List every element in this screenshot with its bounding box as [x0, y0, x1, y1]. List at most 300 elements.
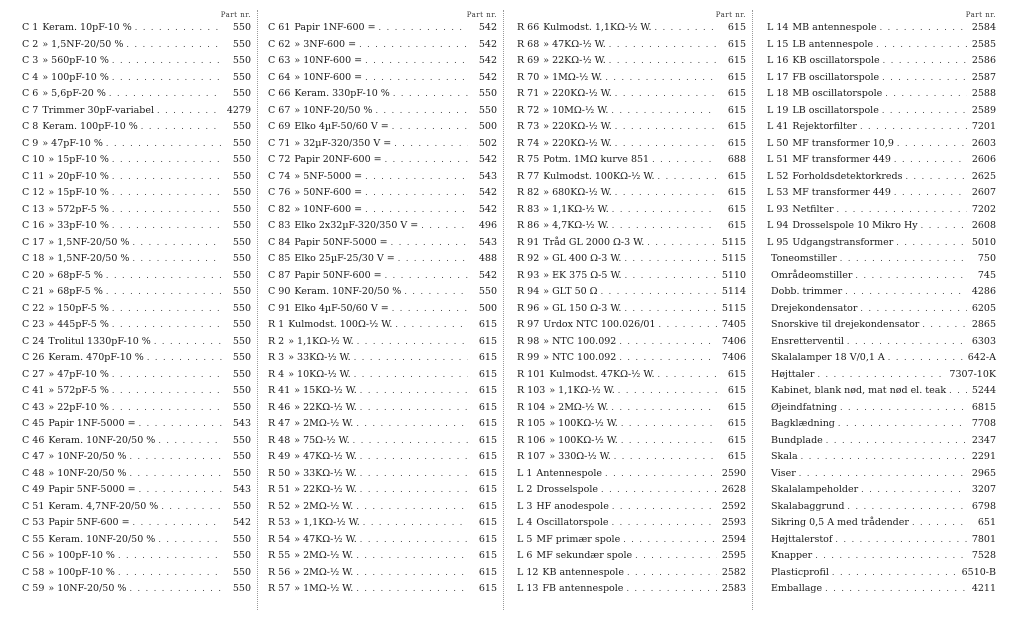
- part-row: [268, 449, 503, 466]
- part-number: 615: [727, 22, 746, 33]
- part-row: [268, 119, 503, 136]
- part-row: [517, 449, 752, 466]
- component-ref: L 4: [517, 517, 533, 528]
- dot-leader: [354, 350, 468, 367]
- dot-leader: [888, 350, 965, 367]
- part-row: [268, 251, 503, 268]
- part-row: [517, 499, 752, 516]
- part-number: 550: [232, 38, 251, 50]
- dot-leader: [626, 581, 717, 598]
- part-number: 615: [727, 385, 746, 396]
- component-ref: R 75: [517, 154, 540, 165]
- part-row: [22, 367, 257, 384]
- component-description: Tråd GL 2000 Ω-3 W.: [543, 236, 645, 248]
- component-description: Keram. 10NF-20/50 %: [48, 434, 156, 446]
- dot-leader: [356, 548, 468, 565]
- component-description: Keram. 4,7NF-20/50 %: [48, 500, 159, 512]
- part-number: 550: [232, 335, 251, 347]
- part-row: [517, 185, 752, 202]
- part-number: 550: [478, 104, 497, 116]
- dot-leader: [112, 152, 222, 169]
- part-row: [767, 400, 1002, 417]
- part-row: [767, 565, 1002, 582]
- part-number: 5110: [721, 269, 746, 281]
- part-row: [517, 466, 752, 483]
- part-number: 7201: [971, 121, 996, 132]
- component-ref: C 67: [268, 104, 291, 116]
- part-row: [268, 185, 503, 202]
- part-number: 2593: [721, 517, 746, 528]
- component-ref: R 106: [517, 434, 546, 446]
- part-number: 6303: [971, 335, 996, 347]
- part-number: 615: [478, 385, 497, 396]
- part-row: [22, 218, 257, 235]
- component-ref: C 18: [22, 253, 45, 264]
- part-number: 615: [478, 434, 497, 446]
- component-description: Kulmodst. 1,1KΩ-½ W.: [543, 22, 652, 33]
- dot-leader: [118, 565, 222, 582]
- component-description: » 680KΩ-½ W.: [543, 187, 612, 198]
- component-description: » 10NF-20/50 %: [48, 467, 127, 479]
- part-row: [517, 515, 752, 532]
- dot-leader: [799, 466, 967, 483]
- component-ref: C 20: [22, 269, 45, 281]
- component-ref: L 95: [767, 236, 789, 248]
- part-row: [22, 532, 257, 549]
- part-number: 502: [478, 137, 497, 149]
- component-ref: R 93: [517, 269, 540, 281]
- part-number: 5114: [721, 286, 746, 297]
- dot-leader: [360, 449, 468, 466]
- part-number: 615: [478, 467, 497, 479]
- part-row: [22, 565, 257, 582]
- component-description: » 10NF-600 =: [294, 55, 363, 66]
- dot-leader: [394, 136, 468, 153]
- dot-leader: [129, 466, 222, 483]
- component-ref: R 52: [268, 500, 291, 512]
- part-number: 615: [727, 187, 746, 198]
- dot-leader: [817, 367, 946, 384]
- dot-leader: [385, 268, 468, 285]
- component-ref: C 84: [268, 236, 291, 248]
- dot-leader: [837, 202, 967, 219]
- part-row: [517, 350, 752, 367]
- part-number: 550: [232, 500, 251, 512]
- part-row: [268, 400, 503, 417]
- part-number: 542: [478, 71, 497, 83]
- component-description: Drejekondensator: [771, 302, 858, 314]
- dot-leader: [612, 202, 717, 219]
- part-row: [268, 565, 503, 582]
- dot-leader: [627, 565, 717, 582]
- component-description: » 2MΩ-½ W.: [294, 418, 354, 429]
- component-description: HF anodespole: [536, 500, 609, 512]
- part-number: 2583: [721, 583, 746, 594]
- part-row: [517, 268, 752, 285]
- part-row: [22, 433, 257, 450]
- dot-leader: [835, 532, 967, 549]
- part-number: 7202: [971, 203, 996, 215]
- part-number: 550: [232, 533, 251, 545]
- part-number: 2584: [971, 22, 996, 33]
- part-row: [767, 284, 1002, 301]
- part-number: 550: [232, 187, 251, 198]
- part-row: [22, 466, 257, 483]
- part-row: [22, 20, 257, 37]
- part-number: 6798: [971, 500, 996, 512]
- part-number: 2291: [971, 451, 996, 462]
- component-description: Kulmodst. 100KΩ-½ W.: [543, 170, 655, 182]
- part-number: 5115: [721, 236, 746, 248]
- part-number: 615: [727, 137, 746, 149]
- part-row: [517, 119, 752, 136]
- component-description: » 100pF-10 %: [48, 566, 115, 578]
- dot-leader: [354, 367, 468, 384]
- component-description: Trimmer 30pF-variabel: [42, 104, 155, 116]
- component-description: Plasticprofil: [771, 566, 829, 578]
- part-row: [517, 53, 752, 70]
- component-description: » 1MΩ-½ W.: [543, 71, 603, 83]
- dot-leader: [132, 235, 222, 252]
- component-description: » NTC 100.092: [543, 335, 617, 347]
- component-ref: C 91: [268, 302, 291, 314]
- part-number: 2592: [721, 500, 746, 512]
- part-row: [517, 103, 752, 120]
- part-number: 2594: [721, 533, 746, 545]
- part-row: [268, 317, 503, 334]
- part-nr-header: Part nr.: [965, 11, 996, 19]
- part-row: [767, 20, 1002, 37]
- part-row: [22, 53, 257, 70]
- component-description: Netfilter: [792, 203, 834, 215]
- component-ref: R 91: [517, 236, 540, 248]
- component-ref: R 50: [268, 467, 291, 479]
- component-ref: C 16: [22, 220, 45, 231]
- component-description: » 10NF-20/50 %: [48, 451, 127, 462]
- component-description: » 220KΩ-½ W.: [543, 137, 612, 149]
- component-description: Toneomstiller: [771, 253, 837, 264]
- part-row: [268, 301, 503, 318]
- component-ref: R 51: [268, 484, 291, 495]
- component-description: Rejektorfilter: [792, 121, 857, 132]
- component-ref: C 10: [22, 154, 45, 165]
- part-row: [268, 482, 503, 499]
- part-row: [22, 152, 257, 169]
- part-number: 3207: [971, 484, 996, 495]
- part-row: [22, 37, 257, 54]
- part-row: [268, 37, 503, 54]
- part-row: [22, 70, 257, 87]
- component-description: Kulmodst. 47KΩ-½ W.: [549, 368, 655, 380]
- component-ref: C 12: [22, 187, 45, 198]
- part-row: [268, 499, 503, 516]
- component-ref: C 74: [268, 170, 291, 182]
- component-description: » 47KΩ-½ W.: [294, 451, 357, 462]
- part-number: 615: [478, 335, 497, 347]
- component-ref: L 51: [767, 154, 789, 165]
- component-description: MF sekundær spole: [536, 550, 633, 561]
- component-ref: R 97: [517, 319, 540, 330]
- dot-leader: [365, 53, 468, 70]
- dot-leader: [395, 317, 468, 334]
- part-row: [268, 268, 503, 285]
- dot-leader: [109, 86, 222, 103]
- dot-leader: [815, 548, 967, 565]
- part-number: 2586: [971, 55, 996, 66]
- component-ref: R 86: [517, 220, 540, 231]
- part-number: 2347: [971, 434, 996, 446]
- part-row: [767, 103, 1002, 120]
- dot-leader: [112, 169, 222, 186]
- component-description: » 15pF-10 %: [48, 154, 109, 165]
- component-ref: C 26: [22, 352, 45, 363]
- part-row: [268, 53, 503, 70]
- dot-leader: [618, 383, 717, 400]
- part-row: [767, 515, 1002, 532]
- component-ref: R 103: [517, 385, 546, 396]
- part-number: 543: [232, 418, 251, 429]
- part-row: [517, 169, 752, 186]
- dot-leader: [356, 416, 468, 433]
- part-number: 550: [232, 253, 251, 264]
- dot-leader: [615, 86, 717, 103]
- component-description: Forholdsdetektorkreds: [792, 170, 903, 182]
- component-description: Keram. 10NF-20/50 %: [294, 286, 402, 297]
- part-number: 550: [232, 434, 251, 446]
- dot-leader: [129, 581, 222, 598]
- part-number: 542: [478, 55, 497, 66]
- component-ref: R 99: [517, 352, 540, 363]
- part-number: 651: [977, 517, 996, 528]
- part-row: [268, 548, 503, 565]
- component-ref: R 105: [517, 418, 546, 429]
- part-row: [268, 532, 503, 549]
- component-description: Sikring 0,5 A med trådender: [771, 517, 909, 528]
- part-number: 550: [232, 22, 251, 33]
- component-description: » 15pF-10 %: [48, 187, 109, 198]
- dot-leader: [392, 119, 468, 136]
- dot-leader: [398, 251, 468, 268]
- part-row: [767, 548, 1002, 565]
- part-number: 4279: [226, 104, 251, 116]
- part-row: [517, 367, 752, 384]
- part-row: [268, 86, 503, 103]
- dot-leader: [826, 433, 967, 450]
- dot-leader: [393, 86, 468, 103]
- component-description: » 47KΩ-½ W.: [294, 533, 357, 545]
- component-ref: L 94: [767, 220, 789, 231]
- part-row: [517, 86, 752, 103]
- part-number: 550: [232, 154, 251, 165]
- dot-leader: [615, 185, 717, 202]
- part-number: 615: [727, 368, 746, 380]
- part-row: [767, 532, 1002, 549]
- part-row: [767, 317, 1002, 334]
- dot-leader: [612, 218, 717, 235]
- part-number: 2595: [721, 550, 746, 561]
- component-description: » 10NF-20/50 %: [294, 104, 373, 116]
- part-number: 7708: [971, 418, 996, 429]
- component-ref: C 72: [268, 154, 291, 165]
- dot-leader: [949, 383, 967, 400]
- part-number: 2587: [971, 71, 996, 83]
- component-ref: R 47: [268, 418, 291, 429]
- dot-leader: [882, 103, 967, 120]
- component-ref: L 15: [767, 38, 789, 50]
- component-description: MF transformer 10,9: [792, 137, 894, 149]
- component-description: » GL 400 Ω-3 W.: [543, 253, 622, 264]
- part-number: 615: [478, 418, 497, 429]
- component-ref: C 3: [22, 55, 39, 66]
- part-number: 500: [478, 121, 497, 132]
- component-description: » 1,5NF-20/50 %: [48, 253, 130, 264]
- dot-leader: [132, 251, 222, 268]
- component-ref: C 23: [22, 319, 45, 330]
- component-ref: C 64: [268, 71, 291, 83]
- part-row: [22, 449, 257, 466]
- part-row: [767, 169, 1002, 186]
- dot-leader: [897, 136, 967, 153]
- part-number: 543: [232, 484, 251, 495]
- component-ref: C 62: [268, 38, 291, 50]
- part-number: 615: [478, 583, 497, 594]
- component-description: » 1,5NF-20/50 %: [42, 38, 124, 50]
- part-number: 550: [232, 352, 251, 363]
- part-row: [22, 317, 257, 334]
- dot-leader: [379, 20, 468, 37]
- dot-leader: [605, 466, 717, 483]
- component-ref: R 54: [268, 533, 291, 545]
- component-description: » 100pF-10 %: [48, 550, 115, 561]
- part-row: [767, 482, 1002, 499]
- part-row: [767, 202, 1002, 219]
- component-description: Papir 50NF-600 =: [294, 269, 382, 281]
- component-description: Keram. 330pF-10 %: [294, 88, 390, 99]
- part-number: 2625: [971, 170, 996, 182]
- component-ref: C 8: [22, 121, 39, 132]
- part-number: 2628: [721, 484, 746, 495]
- part-number: 6205: [971, 302, 996, 314]
- component-description: » 47pF-10 %: [48, 368, 109, 380]
- part-row: [767, 86, 1002, 103]
- part-row: [22, 202, 257, 219]
- component-ref: L 5: [517, 533, 533, 545]
- component-ref: C 71: [268, 137, 291, 149]
- component-ref: R 66: [517, 22, 540, 33]
- part-row: [22, 268, 257, 285]
- part-row: [268, 235, 503, 252]
- dot-leader: [391, 235, 468, 252]
- part-number: 615: [727, 88, 746, 99]
- part-number: 6510-B: [961, 566, 996, 578]
- component-ref: C 69: [268, 121, 291, 132]
- dot-leader: [106, 284, 222, 301]
- component-ref: L 16: [767, 55, 789, 66]
- dot-leader: [360, 482, 468, 499]
- dot-leader: [612, 515, 717, 532]
- part-row: [268, 515, 503, 532]
- part-row: [268, 466, 503, 483]
- dot-leader: [147, 350, 222, 367]
- component-description: » 20pF-10 %: [48, 170, 109, 182]
- part-row: [517, 70, 752, 87]
- component-description: Områdeomstiller: [771, 269, 853, 281]
- component-ref: L 53: [767, 187, 789, 198]
- component-ref: C 4: [22, 71, 39, 83]
- dot-leader: [605, 70, 717, 87]
- component-description: Papir 20NF-600 =: [294, 154, 382, 165]
- component-description: » 1,1KΩ-½ W.: [543, 203, 609, 215]
- part-number: 542: [478, 22, 497, 33]
- part-number: 615: [727, 121, 746, 132]
- component-ref: R 48: [268, 434, 291, 446]
- component-description: » 22pF-10 %: [48, 401, 109, 413]
- part-number: 615: [727, 418, 746, 429]
- part-number: 2607: [971, 187, 996, 198]
- component-description: Viser: [771, 467, 796, 479]
- component-ref: R 82: [517, 187, 540, 198]
- component-description: » 100KΩ-½ W.: [549, 418, 618, 429]
- part-row: [767, 433, 1002, 450]
- part-number: 615: [727, 220, 746, 231]
- dot-leader: [112, 367, 222, 384]
- component-ref: L 2: [517, 484, 533, 495]
- dot-leader: [154, 334, 222, 351]
- dot-leader: [621, 433, 717, 450]
- component-ref: R 107: [517, 451, 546, 462]
- dot-leader: [625, 268, 717, 285]
- component-ref: R 4: [268, 368, 285, 380]
- component-description: Papir 1NF-5000 =: [48, 418, 136, 429]
- component-ref: C 21: [22, 286, 45, 297]
- component-description: KB oscillatorspole: [792, 55, 880, 66]
- part-row: [517, 317, 752, 334]
- part-row: [767, 136, 1002, 153]
- part-number: 615: [478, 451, 497, 462]
- part-row: [517, 301, 752, 318]
- part-row: [22, 383, 257, 400]
- component-ref: C 7: [22, 104, 39, 116]
- component-description: Antennespole: [536, 467, 602, 479]
- component-description: » 47pF-10 %: [42, 137, 103, 149]
- part-number: 488: [478, 253, 497, 264]
- part-row: [22, 185, 257, 202]
- component-description: » NTC 100.092: [543, 352, 617, 363]
- component-description: » 2MΩ-½ W.: [294, 500, 354, 512]
- component-ref: R 56: [268, 566, 291, 578]
- part-row: [767, 383, 1002, 400]
- component-description: Papir 50NF-5000 =: [294, 236, 388, 248]
- part-row: [22, 284, 257, 301]
- component-ref: R 68: [517, 38, 540, 50]
- part-number: 615: [478, 484, 497, 495]
- part-number: 550: [232, 451, 251, 462]
- dot-leader: [106, 268, 222, 285]
- component-description: » 50NF-600 =: [294, 187, 363, 198]
- component-ref: C 63: [268, 55, 291, 66]
- parts-list: [0, 10, 1024, 610]
- part-number: 550: [478, 286, 497, 297]
- part-number: 5010: [971, 236, 996, 248]
- component-ref: R 71: [517, 88, 540, 99]
- dot-leader: [840, 251, 967, 268]
- part-number: 615: [478, 319, 497, 330]
- part-number: 496: [478, 220, 497, 231]
- component-ref: C 11: [22, 170, 45, 182]
- part-row: [22, 119, 257, 136]
- component-ref: C 58: [22, 566, 45, 578]
- part-number: 2965: [971, 467, 996, 479]
